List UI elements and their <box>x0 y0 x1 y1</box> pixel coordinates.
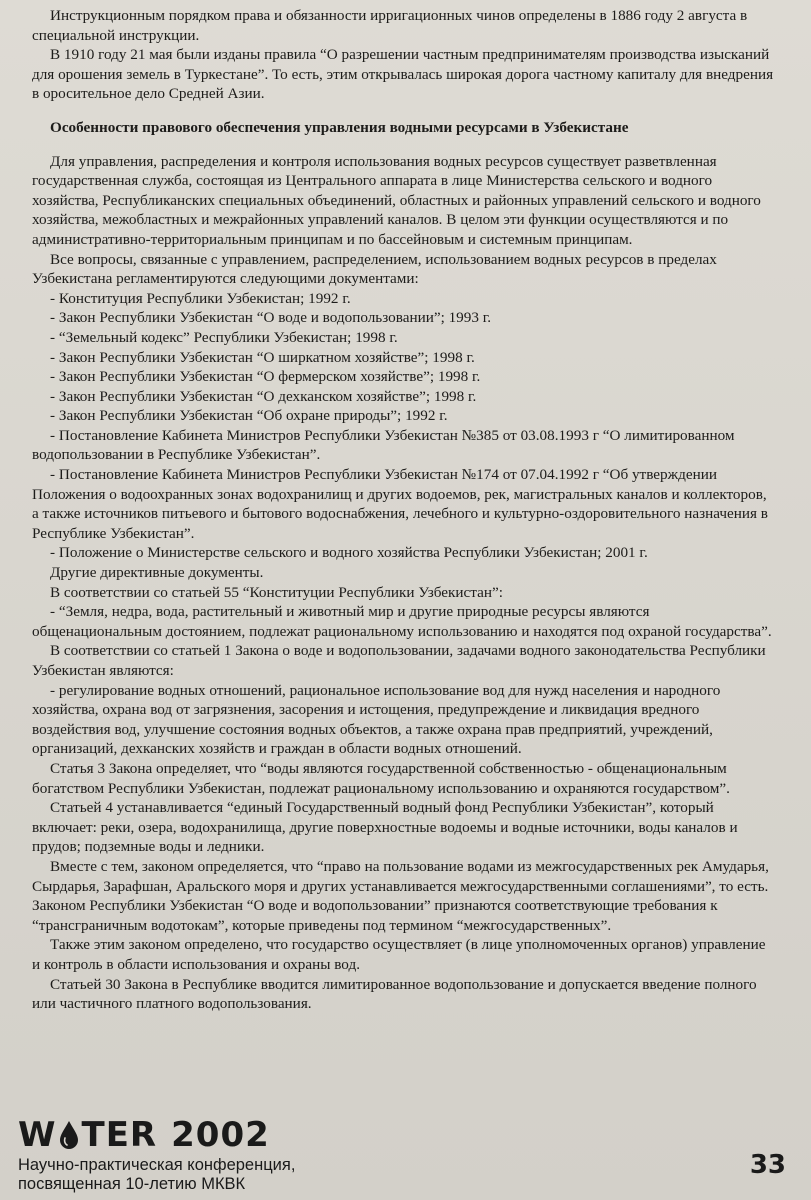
conference-caption <box>18 1156 798 1194</box>
paragraph: В соответствии со статьей 55 “Конституции Республики Узбекистан”: <box>50 583 503 601</box>
paragraph: Также этим законом определено, что государство осуществляет (в лице уполномоченных органов) управление и контроль в области использования и охраны вод. <box>32 936 766 973</box>
conference-line-1: Научно-практическая конференция, <box>18 1156 296 1174</box>
paragraph: Для управления, распределения и контроля использования водных ресурсов существует разветвленная государственная служба, состоящая из Центрального аппарата в лице Министерства сельского и водного хозяйства, Республиканских специальных объединений, областных и районных управлений сельского и водного хозяйства, межобластных и межрайонных управлений каналов. В целом эти функции осуществляются и по административно-территориальным принципам и по бассейновым и системным принципам. <box>32 152 761 248</box>
list-item: - Закон Республики Узбекистан “О ширкатном хозяйстве”; 1998 г. <box>50 348 475 366</box>
paragraph: Вместе с тем, законом определяется, что “право на пользование водами из межгосударственных рек Амударья, Сырдарья, Зарафшан, Аральского моря и других устанавливается межгосударственными соглашениями”, то есть. Законом Республики Узбекистан “О воде и водопользовании” признаются соответствующие требования к “трансграничным водотокам”, которые приведены под термином “межгосударственных”. <box>32 857 769 934</box>
section-heading: Особенности правового обеспечения управления водными ресурсами в Узбекистане <box>50 118 629 136</box>
conference-line-2: посвященная 10-летию МКВК <box>18 1175 246 1193</box>
paragraph: В 1910 году 21 мая были изданы правила “О разрешении частным предпринимателям производства изысканий для орошения земель в Туркестане”. То есть, этим открывалась широкая дорога частному капиталу для внедрения в оросительное дело Средней Азии. <box>32 46 774 103</box>
paragraph: Инструкционным порядком права и обязанности ирригационных чинов определены в 1886 году 2 августа в специальной инструкции. <box>32 7 748 44</box>
paragraph: Все вопросы, связанные с управлением, распределением, использованием водных ресурсов в пределах Узбекистана регламентируются следующими документами: <box>32 250 717 288</box>
logo-letter-w: W <box>18 1115 57 1155</box>
list-item: - Закон Республики Узбекистан “Об охране природы”; 1992 г. <box>50 407 448 425</box>
list-item: - Конституция Республики Узбекистан; 1992 г. <box>50 289 351 307</box>
logo-year: 2002 <box>171 1115 270 1155</box>
list-item: - Постановление Кабинета Министров Республики Узбекистан №385 от 03.08.1993 г “О лимитированном водопользовании в Республике Узбекистан”. <box>32 426 735 464</box>
paragraph: Статьей 4 устанавливается “единый Государственный водный фонд Республики Узбекистан”, который включает: реки, озера, водохранилища, другие поверхностные водоемы и водные источники, воды каналов и прудов; подземные воды и ледники. <box>32 799 738 856</box>
paragraph: Статьей 30 Закона в Республике вводится лимитированное водопользование и допускается введение полного или частичного платного водопользования. <box>32 975 757 1013</box>
water-2002-logo <box>18 1115 798 1155</box>
logo-letters-ter: TER <box>81 1115 158 1155</box>
list-item: - регулирование водных отношений, рациональное использование вод для нужд населения и народного хозяйства, охрана вод от загрязнения, засорения и истощения, предупреждение и ликвидация вредного воздействия вод, улучшение состояния водных объектов, а также охрана прав предприятий, учреждений, организаций, дехканских хозяйств и граждан в области водных отношений. <box>32 681 721 758</box>
page-footer <box>18 1115 798 1193</box>
list-item: - Закон Республики Узбекистан “О дехканском хозяйстве”; 1998 г. <box>50 387 477 405</box>
quote: - “Земля, недра, вода, растительный и животный мир и другие природные ресурсы являются общенациональным достоянием, подлежат рациональному использованию и находятся под охраной государства”. <box>32 603 772 640</box>
list-item: - Закон Республики Узбекистан “О фермерском хозяйстве”; 1998 г. <box>50 368 481 386</box>
list-item: - Положение о Министерстве сельского и водного хозяйства Республики Узбекистан; 2001 г. <box>50 544 648 562</box>
page-content <box>32 6 777 1014</box>
list-item: - Постановление Кабинета Министров Республики Узбекистан №174 от 07.04.1992 г “Об утверждении Положения о водоохранных зонах водохранилищ и других водоемов, рек, магистральных каналов и коллекторов, а также источников питьевого и бытового водоснабжения, лечебного и культурно-оздоровительного назначения в Республике Узбекистан”. <box>32 466 768 542</box>
list-item: - Закон Республики Узбекистан “О воде и водопользовании”; 1993 г. <box>50 309 492 327</box>
list-item: Другие директивные документы. <box>50 564 264 582</box>
water-drop-icon <box>58 1120 80 1150</box>
page-number: 33 <box>749 1150 786 1180</box>
paragraph: Статья 3 Закона определяет, что “воды являются государственной собственностью - общенациональным богатством Республики Узбекистан, подлежат рациональному использованию и охраняются государством”. <box>32 759 730 797</box>
list-item: - “Земельный кодекс” Республики Узбекистан; 1998 г. <box>50 328 398 346</box>
paragraph: В соответствии со статьей 1 Закона о воде и водопользовании, задачами водного законодательства Республики Узбекистан являются: <box>32 642 766 679</box>
